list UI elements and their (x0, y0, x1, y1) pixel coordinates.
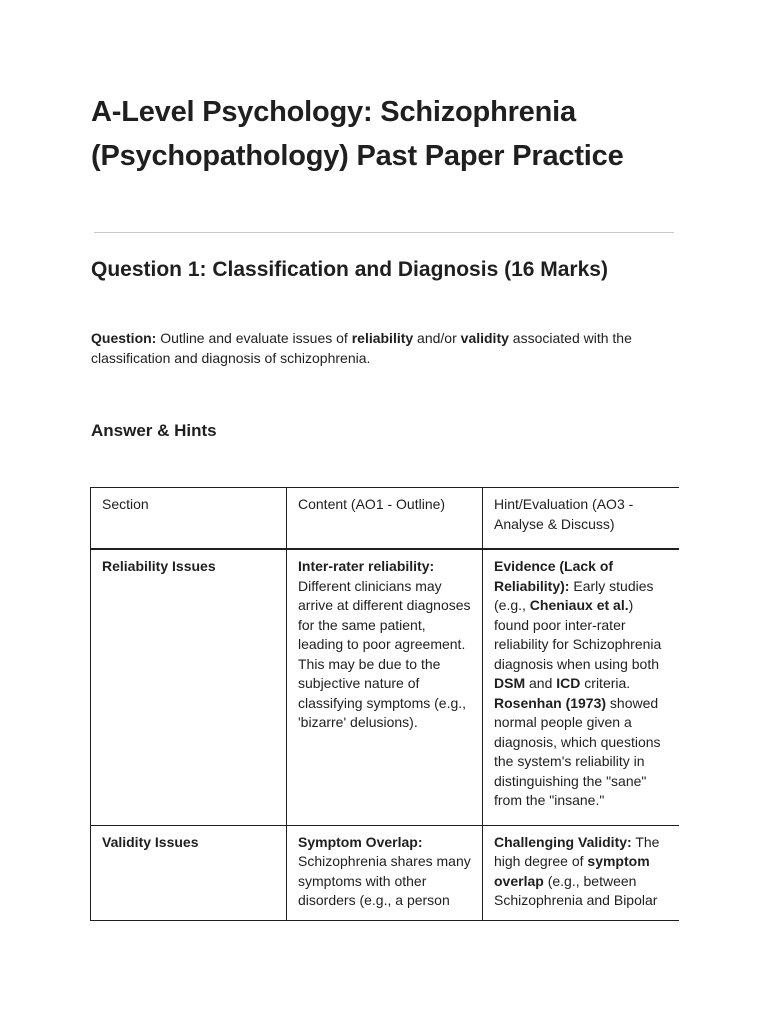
content-text: Different clinicians may arrive at different diagnoses for the same patient, leading to poor agreement. This may be due to the subjective nature of classifying symptoms (e.g., 'bizarre' delusions). (298, 577, 471, 730)
content-term: Symptom Overlap: (298, 833, 423, 850)
question-heading: Question 1: Classification and Diagnosis (16 Marks) (91, 258, 608, 281)
hint-text: (e.g., between Schizophrenia and Bipolar (494, 872, 658, 908)
row-label-reliability: Reliability Issues (102, 558, 216, 574)
hint-text: and (525, 675, 557, 691)
hint-term: symptom overlap (494, 853, 650, 889)
header-hint: Hint/Evaluation (AO3 - Analyse & Discuss) (483, 488, 680, 550)
header-section: Section (91, 488, 287, 550)
cell-section (91, 825, 287, 921)
content-text: Schizophrenia shares many symptoms with other disorders (e.g., a person (298, 853, 471, 908)
cell-content (287, 549, 483, 825)
row-label-validity: Validity Issues (102, 833, 199, 850)
cell-section (91, 549, 287, 825)
hint-term: Cheniaux et al. (529, 597, 629, 613)
hint-term: DSM (494, 675, 526, 691)
question-text (91, 328, 681, 368)
question-text-part: associated with the classification and diagnosis of schizophrenia. (91, 330, 632, 366)
hint-text: ) found poor inter-rater reliability for Schizophrenia diagnosis when using both (494, 597, 662, 672)
hint-term: Rosenhan (1973) (494, 694, 607, 711)
table-row (91, 549, 680, 825)
hint-text: showed normal people given a diagnosis, which questions the system's reliability in distinguishing the "sane" from the "insane." (494, 694, 661, 808)
question-keyword-validity: validity (460, 330, 509, 346)
question-label: Question: (91, 330, 157, 346)
question-keyword-reliability: reliability (351, 330, 414, 346)
answer-table-container (90, 487, 679, 921)
cell-content (287, 825, 483, 921)
page-title: A-Level Psychology: Schizophrenia (Psychopathology) Past Paper Practice (91, 96, 624, 172)
cell-hint (483, 825, 680, 921)
horizontal-divider (94, 232, 674, 233)
hint-term: Challenging Validity: (494, 833, 632, 850)
answer-hints-table (90, 487, 679, 921)
hint-text: criteria. (580, 675, 631, 691)
hint-term: ICD (556, 675, 581, 691)
header-content: Content (AO1 - Outline) (287, 488, 483, 550)
content-term: Inter-rater reliability: (298, 558, 435, 574)
hint-term: Evidence (Lack of Reliability): (494, 558, 614, 594)
answer-heading: Answer & Hints (91, 421, 217, 440)
question-text-part: and/or (413, 330, 461, 346)
hint-text: The high degree of (494, 833, 660, 869)
hint-text: Early studies (e.g., (494, 577, 654, 613)
table-row (91, 825, 680, 921)
table-header-row (91, 488, 680, 550)
question-text-part: Outline and evaluate issues of (160, 330, 352, 346)
cell-hint (483, 549, 680, 825)
